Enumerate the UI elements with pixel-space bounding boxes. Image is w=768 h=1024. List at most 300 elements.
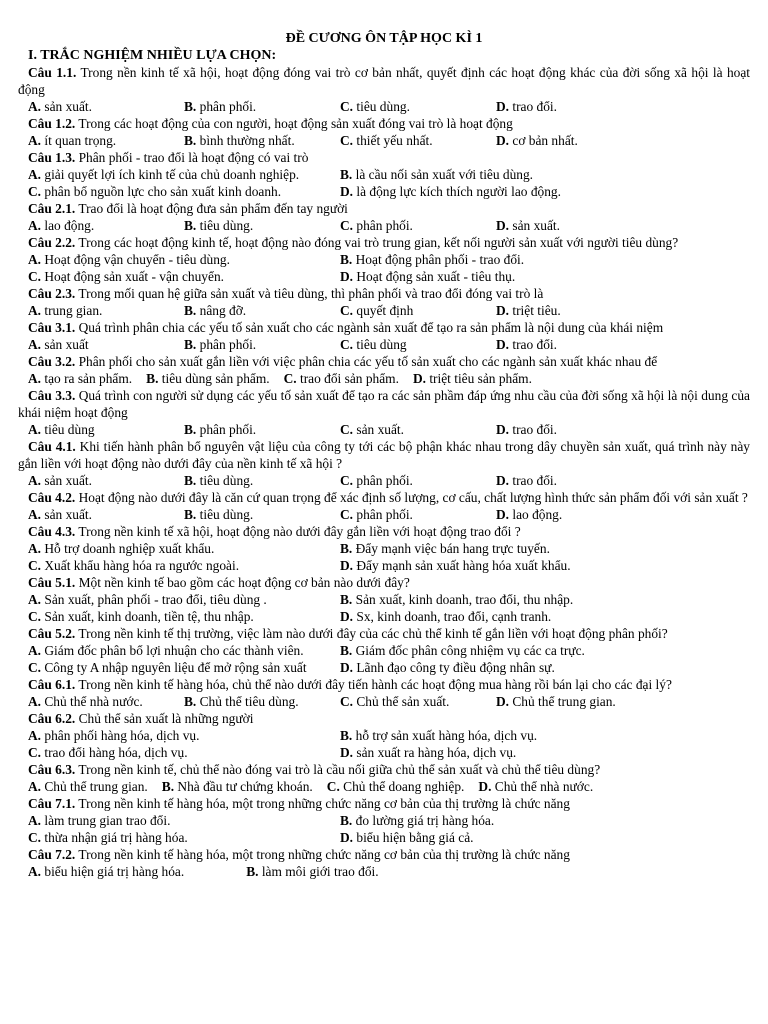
option-letter: C. xyxy=(28,660,42,675)
option-letter: D. xyxy=(340,269,354,284)
question-text: Trong nền kinh tế hàng hóa, chủ thể nào dưới đây tiến hành các hoạt động mua hàng rồi bán lại cho các đại lý? xyxy=(75,677,672,692)
options-row xyxy=(18,642,750,659)
options-row xyxy=(18,812,750,829)
options-row xyxy=(18,421,750,438)
answer-option xyxy=(340,812,494,829)
option-text: Sản xuất, phân phối - trao đổi, tiêu dùng . xyxy=(41,592,267,607)
answer-option xyxy=(340,591,573,608)
question-text: Trong nền kinh tế xã hội, hoạt động đóng vai trò cơ bản nhất, quyết định các hoạt động khác của đời sống xã hội là hoạt động xyxy=(18,65,750,97)
question-number: Câu 3.1. xyxy=(28,320,76,335)
answer-option xyxy=(340,659,555,676)
option-letter: D. xyxy=(496,218,510,233)
document-title: ĐỀ CƯƠNG ÔN TẬP HỌC KÌ 1 xyxy=(285,31,483,46)
option-text: bình thường nhất. xyxy=(196,133,295,148)
question-text: Chủ thể sản xuất là những người xyxy=(75,711,254,726)
question-number: Câu 2.3. xyxy=(28,286,76,301)
question-number: Câu 1.2. xyxy=(28,116,76,131)
options-row xyxy=(18,693,750,710)
question-stem xyxy=(18,149,750,166)
option-letter: B. xyxy=(340,643,353,658)
answer-option xyxy=(496,98,557,115)
option-letter: C. xyxy=(28,269,42,284)
options-row xyxy=(18,166,750,183)
option-text: giải quyết lợi ích kinh tế của chủ doanh nghiệp. xyxy=(41,167,300,182)
option-letter: B. xyxy=(184,507,197,522)
answer-option xyxy=(28,183,340,200)
option-text: phân phối. xyxy=(353,473,413,488)
option-text: thừa nhận giá trị hàng hóa. xyxy=(41,830,188,845)
answer-option xyxy=(28,812,340,829)
answer-option xyxy=(28,693,184,710)
question-text: Hoạt động nào dưới đây là căn cứ quan trọng để xác định số lượng, cơ cấu, chất lượng hình thức sản phẩm đối với sản xuất ? xyxy=(75,490,748,505)
option-text: phân phối. xyxy=(353,218,413,233)
answer-option xyxy=(496,217,560,234)
question-stem xyxy=(18,285,750,302)
answer-option xyxy=(28,336,184,353)
answer-option xyxy=(496,132,578,149)
question-number: Câu 2.1. xyxy=(28,201,76,216)
answer-option xyxy=(340,268,515,285)
option-text: Hỗ trợ doanh nghiệp xuất khẩu. xyxy=(41,541,215,556)
option-letter: C. xyxy=(340,133,354,148)
answer-option xyxy=(28,302,184,319)
option-text: là động lực kích thích người lao động. xyxy=(353,184,561,199)
option-text: tiêu dùng. xyxy=(196,218,254,233)
option-letter: B. xyxy=(184,337,197,352)
option-text: đo lường giá trị hàng hóa. xyxy=(352,813,495,828)
options-row xyxy=(18,863,750,880)
option-text: Sx, kinh doanh, trao đổi, cạnh tranh. xyxy=(353,609,552,624)
option-text: Xuất khẩu hàng hóa ra ngước ngoài. xyxy=(41,558,240,573)
option-letter: D. xyxy=(340,830,354,845)
answer-option xyxy=(28,863,184,880)
option-text: phân bổ nguồn lực cho sản xuất kinh doanh. xyxy=(41,184,282,199)
option-text: Chủ thể trung gian. xyxy=(41,779,148,794)
answer-option xyxy=(340,829,474,846)
answer-option xyxy=(28,98,184,115)
option-letter: A. xyxy=(28,592,42,607)
option-text: lao động. xyxy=(41,218,95,233)
answer-option xyxy=(184,472,340,489)
answer-option xyxy=(340,251,524,268)
option-letter: A. xyxy=(28,643,42,658)
options-row xyxy=(18,183,750,200)
option-letter: A. xyxy=(28,218,42,233)
question-number: Câu 6.3. xyxy=(28,762,76,777)
options-row xyxy=(18,302,750,319)
option-letter: C. xyxy=(340,337,354,352)
question-text: Quá trình phân chia các yếu tố sản xuất cho các ngành sản xuất để tạo ra sản phẩm là nội dung của khái niệm xyxy=(75,320,664,335)
answer-option xyxy=(340,302,496,319)
option-text: sản xuất xyxy=(41,337,89,352)
option-letter: B. xyxy=(184,473,197,488)
option-text: Chủ thể trung gian. xyxy=(509,694,616,709)
answer-option xyxy=(340,421,496,438)
question-number: Câu 4.1. xyxy=(28,439,76,454)
option-letter: D. xyxy=(496,133,510,148)
question-stem xyxy=(18,574,750,591)
answer-option xyxy=(28,506,184,523)
answer-option xyxy=(28,370,132,387)
option-text: tiêu dùng xyxy=(353,337,407,352)
answer-option xyxy=(28,608,340,625)
answer-option xyxy=(184,421,340,438)
answer-option xyxy=(496,472,557,489)
option-letter: D. xyxy=(412,371,426,386)
option-text: lao động. xyxy=(509,507,563,522)
option-text: tiêu dùng. xyxy=(196,507,254,522)
option-letter: A. xyxy=(28,864,42,879)
option-text: tiêu dùng xyxy=(41,422,95,437)
answer-option xyxy=(28,472,184,489)
option-letter: B. xyxy=(340,167,353,182)
option-text: Chủ thể nhà nước. xyxy=(41,694,143,709)
question-text: Trong nền kinh tế hàng hóa, một trong những chức năng cơ bản của thị trường là chức năng xyxy=(75,847,570,862)
option-text: Chủ thể doang nghiệp. xyxy=(339,779,465,794)
option-text: trao đổi. xyxy=(509,473,558,488)
option-text: trao đổi. xyxy=(509,422,558,437)
option-text: tiêu dùng sản phẩm. xyxy=(158,371,270,386)
answer-option xyxy=(28,778,148,795)
options-row xyxy=(18,829,750,846)
question-number: Câu 7.2. xyxy=(28,847,76,862)
option-text: là cầu nối sản xuất với tiêu dùng. xyxy=(352,167,534,182)
option-letter: B. xyxy=(340,728,353,743)
answer-option xyxy=(496,421,557,438)
answer-option xyxy=(413,370,532,387)
question-number: Câu 1.1. xyxy=(28,65,77,80)
option-letter: A. xyxy=(28,507,42,522)
option-text: làm trung gian trao đổi. xyxy=(41,813,171,828)
answer-option xyxy=(340,183,561,200)
answer-option xyxy=(184,506,340,523)
option-letter: C. xyxy=(340,694,354,709)
option-letter: A. xyxy=(28,99,42,114)
option-text: sản xuất ra hàng hóa, dịch vụ. xyxy=(353,745,517,760)
options-row xyxy=(18,336,750,353)
option-letter: A. xyxy=(28,422,42,437)
option-text: ít quan trọng. xyxy=(41,133,117,148)
option-text: triệt tiêu sản phẩm. xyxy=(425,371,532,386)
option-text: Giám đốc phân bổ lợi nhuận cho các thành viên. xyxy=(41,643,304,658)
option-letter: D. xyxy=(496,99,510,114)
option-text: Chủ thể tiêu dùng. xyxy=(196,694,299,709)
option-text: sản xuất. xyxy=(41,507,92,522)
option-text: phân phối. xyxy=(353,507,413,522)
option-text: Sản xuất, kinh doanh, trao đổi, thu nhập. xyxy=(352,592,574,607)
option-letter: B. xyxy=(184,303,197,318)
option-letter: C. xyxy=(340,99,354,114)
question-stem xyxy=(18,523,750,540)
question-stem xyxy=(18,387,750,421)
options-row xyxy=(18,591,750,608)
option-letter: D. xyxy=(496,422,510,437)
answer-option xyxy=(496,302,561,319)
question-stem xyxy=(18,676,750,693)
option-text: phân phối hàng hóa, dịch vụ. xyxy=(41,728,200,743)
answer-option xyxy=(28,217,184,234)
option-text: trung gian. xyxy=(41,303,103,318)
option-letter: D. xyxy=(496,337,510,352)
answer-option xyxy=(28,268,340,285)
option-letter: C. xyxy=(340,422,354,437)
option-letter: D. xyxy=(496,694,510,709)
question-number: Câu 6.1. xyxy=(28,677,76,692)
option-letter: C. xyxy=(283,371,297,386)
options-row xyxy=(18,608,750,625)
options-row xyxy=(18,778,750,795)
option-letter: A. xyxy=(28,337,42,352)
option-letter: A. xyxy=(28,694,42,709)
option-text: nâng đỡ. xyxy=(196,303,247,318)
answer-option xyxy=(28,744,340,761)
option-text: biểu hiện giá trị hàng hóa. xyxy=(41,864,185,879)
option-letter: A. xyxy=(28,371,42,386)
question-stem xyxy=(18,319,750,336)
option-letter: C. xyxy=(28,184,42,199)
answer-option xyxy=(184,132,340,149)
question-stem xyxy=(18,846,750,863)
answer-option xyxy=(28,727,340,744)
question-list xyxy=(18,64,750,880)
options-row xyxy=(18,98,750,115)
option-text: thiết yếu nhất. xyxy=(353,133,433,148)
option-text: tạo ra sản phẩm. xyxy=(41,371,133,386)
answer-option xyxy=(28,557,340,574)
question-text: Trong nền kinh tế, chủ thể nào đóng vai trò là cầu nối giữa chủ thể sản xuất và chủ thể tiêu dùng? xyxy=(75,762,601,777)
option-letter: D. xyxy=(340,609,354,624)
answer-option xyxy=(340,132,496,149)
options-row xyxy=(18,132,750,149)
option-text: phân phối. xyxy=(196,337,257,352)
question-text: Phân phối cho sản xuất gắn liền với việc phân chia các yếu tố sản xuất cho các ngành sản xuất khác nhau để xyxy=(75,354,658,369)
option-text: biểu hiện bằng giá cả. xyxy=(353,830,474,845)
answer-option xyxy=(340,472,496,489)
option-text: trao đổi. xyxy=(509,337,558,352)
answer-option xyxy=(28,540,340,557)
question-number: Câu 3.2. xyxy=(28,354,76,369)
option-text: Công ty A nhập nguyên liệu để mở rộng sản xuất xyxy=(41,660,307,675)
option-letter: B. xyxy=(246,864,259,879)
question-number: Câu 6.2. xyxy=(28,711,76,726)
question-text: Trong nền kinh tế hàng hóa, một trong những chức năng cơ bản của thị trường là chức năng xyxy=(75,796,570,811)
option-text: triệt tiêu. xyxy=(509,303,561,318)
option-text: phân phối. xyxy=(196,422,257,437)
option-letter: A. xyxy=(28,303,42,318)
option-letter: B. xyxy=(184,133,197,148)
question-text: Trong các hoạt động kinh tế, hoạt động nào đóng vai trò trung gian, kết nối người sản xuất với người tiêu dùng? xyxy=(75,235,679,250)
option-text: Đẩy mạnh sản xuất hàng hóa xuất khẩu. xyxy=(353,558,571,573)
option-letter: D. xyxy=(340,745,354,760)
option-text: Hoạt động sản xuất - tiêu thụ. xyxy=(353,269,516,284)
option-letter: B. xyxy=(340,813,353,828)
question-text: Trong các hoạt động của con người, hoạt động sản xuất đóng vai trò là hoạt động xyxy=(75,116,513,131)
question-stem xyxy=(18,625,750,642)
section-heading: I. TRẮC NGHIỆM NHIỀU LỰA CHỌN: xyxy=(28,48,277,63)
answer-option xyxy=(28,166,340,183)
answer-option xyxy=(184,336,340,353)
question-number: Câu 3.3. xyxy=(28,388,76,403)
question-text: Một nền kinh tế bao gồm các hoạt động cơ bản nào dưới đây? xyxy=(75,575,410,590)
option-letter: D. xyxy=(496,473,510,488)
option-text: Chủ thể nhà nước. xyxy=(491,779,594,794)
question-stem xyxy=(18,115,750,132)
answer-option xyxy=(28,829,340,846)
option-text: Hoạt động phân phối - trao đổi. xyxy=(352,252,525,267)
option-text: trao đổi. xyxy=(509,99,558,114)
answer-option xyxy=(184,98,340,115)
answer-option xyxy=(28,251,340,268)
question-stem xyxy=(18,200,750,217)
option-text: làm môi giới trao đổi. xyxy=(258,864,379,879)
option-letter: A. xyxy=(28,541,42,556)
answer-option xyxy=(28,591,340,608)
option-text: Lãnh đạo công ty điều động nhân sự. xyxy=(353,660,555,675)
options-row xyxy=(18,540,750,557)
answer-option xyxy=(496,336,557,353)
answer-option xyxy=(478,778,593,795)
options-row xyxy=(18,370,750,387)
answer-option xyxy=(340,217,496,234)
option-text: Hoạt động vận chuyển - tiêu dùng. xyxy=(41,252,230,267)
answer-option xyxy=(184,217,340,234)
question-number: Câu 7.1. xyxy=(28,796,76,811)
option-text: tiêu dùng. xyxy=(353,99,410,114)
answer-option xyxy=(496,506,562,523)
option-letter: C. xyxy=(28,745,42,760)
option-letter: C. xyxy=(28,558,42,573)
option-letter: C. xyxy=(28,609,42,624)
question-text: Trong nền kinh tế thị trường, việc làm nào dưới đây của các chủ thể kinh tế gắn liền với hoạt động phân phối? xyxy=(75,626,668,641)
question-stem xyxy=(18,761,750,778)
question-number: Câu 4.2. xyxy=(28,490,76,505)
answer-option xyxy=(28,659,340,676)
question-text: Khi tiến hành phân bổ nguyên vật liệu của công ty tới các bộ phận khác nhau trong dây chuyền sản xuất, quá trình này này gắn liền với hoạt động nào dưới đây của nền kinh tế xã hội ? xyxy=(18,439,750,471)
answer-option xyxy=(340,336,496,353)
question-stem xyxy=(18,64,750,98)
answer-option xyxy=(496,693,616,710)
option-letter: D. xyxy=(496,303,510,318)
answer-option xyxy=(340,727,537,744)
option-letter: D. xyxy=(340,558,354,573)
option-letter: C. xyxy=(340,303,354,318)
option-letter: B. xyxy=(184,422,197,437)
options-row xyxy=(18,472,750,489)
option-text: quyết định xyxy=(353,303,414,318)
option-letter: C. xyxy=(340,473,354,488)
question-number: Câu 2.2. xyxy=(28,235,76,250)
option-letter: A. xyxy=(28,728,42,743)
option-text: Chủ thể sản xuất. xyxy=(353,694,450,709)
option-letter: C. xyxy=(340,507,354,522)
question-number: Câu 1.3. xyxy=(28,150,76,165)
option-letter: D. xyxy=(340,660,354,675)
option-letter: B. xyxy=(340,252,353,267)
option-letter: B. xyxy=(184,218,197,233)
question-number: Câu 5.1. xyxy=(28,575,76,590)
option-text: trao đổi hàng hóa, dịch vụ. xyxy=(41,745,188,760)
option-text: trao đổi sản phẩm. xyxy=(296,371,399,386)
option-text: cơ bản nhất. xyxy=(509,133,578,148)
answer-option xyxy=(246,863,378,880)
option-text: sản xuất. xyxy=(353,422,404,437)
option-text: Đẩy mạnh việc bán hang trực tuyến. xyxy=(352,541,550,556)
question-text: Trao đổi là hoạt động đưa sản phẩm đến tay người xyxy=(75,201,348,216)
options-row xyxy=(18,727,750,744)
option-text: Giám đốc phân công nhiệm vụ các ca trực. xyxy=(352,643,585,658)
option-letter: B. xyxy=(184,694,197,709)
option-letter: B. xyxy=(161,779,175,794)
option-letter: A. xyxy=(28,167,42,182)
answer-option xyxy=(340,98,496,115)
option-text: hỗ trợ sản xuất hàng hóa, dịch vụ. xyxy=(352,728,538,743)
answer-option xyxy=(340,557,571,574)
answer-option xyxy=(184,302,340,319)
option-text: sản xuất. xyxy=(41,473,92,488)
question-text: Quá trình con người sử dụng các yếu tố sản xuất để tạo ra các sản phầm đáp ứng nhu cầu của đời sống xã hội là nội dung của khái niệm hoạt động xyxy=(18,388,750,420)
answer-option xyxy=(184,693,340,710)
answer-option xyxy=(28,132,184,149)
option-letter: D. xyxy=(340,184,354,199)
answer-option xyxy=(340,608,551,625)
answer-option xyxy=(340,540,550,557)
options-row xyxy=(18,744,750,761)
question-stem xyxy=(18,489,750,506)
option-text: Nhà đầu tư chứng khoán. xyxy=(174,779,313,794)
answer-option xyxy=(327,778,465,795)
option-letter: D. xyxy=(478,779,492,794)
option-letter: B. xyxy=(184,99,197,114)
option-letter: B. xyxy=(340,592,353,607)
question-number: Câu 5.2. xyxy=(28,626,76,641)
option-letter: A. xyxy=(28,813,42,828)
option-text: tiêu dùng. xyxy=(196,473,254,488)
question-number: Câu 4.3. xyxy=(28,524,76,539)
options-row xyxy=(18,251,750,268)
answer-option xyxy=(340,506,496,523)
option-text: Hoạt động sản xuất - vận chuyển. xyxy=(41,269,224,284)
option-letter: A. xyxy=(28,473,42,488)
answer-option xyxy=(340,693,496,710)
answer-option xyxy=(28,642,340,659)
option-letter: C. xyxy=(326,779,340,794)
answer-option xyxy=(340,642,585,659)
question-stem xyxy=(18,353,750,370)
question-text: Trong nền kinh tế xã hội, hoạt động nào dưới đây gắn liền với hoạt động trao đổi ? xyxy=(75,524,521,539)
answer-option xyxy=(162,778,313,795)
option-text: sản xuất. xyxy=(41,99,92,114)
options-row xyxy=(18,659,750,676)
option-letter: C. xyxy=(340,218,354,233)
option-letter: D. xyxy=(496,507,510,522)
option-letter: A. xyxy=(28,252,42,267)
option-letter: B. xyxy=(340,541,353,556)
answer-option xyxy=(340,744,516,761)
option-text: Sản xuất, kinh doanh, tiền tệ, thu nhập. xyxy=(41,609,254,624)
question-stem xyxy=(18,234,750,251)
question-text: Phân phối - trao đổi là hoạt động có vai trò xyxy=(75,150,309,165)
question-stem xyxy=(18,795,750,812)
options-row xyxy=(18,217,750,234)
question-text: Trong mối quan hệ giữa sản xuất và tiêu dùng, thì phân phối và trao đổi đóng vai trò là xyxy=(75,286,544,301)
answer-option xyxy=(340,166,533,183)
question-stem xyxy=(18,438,750,472)
option-letter: A. xyxy=(28,133,42,148)
option-letter: B. xyxy=(146,371,159,386)
question-stem xyxy=(18,710,750,727)
answer-option xyxy=(28,421,184,438)
options-row xyxy=(18,268,750,285)
